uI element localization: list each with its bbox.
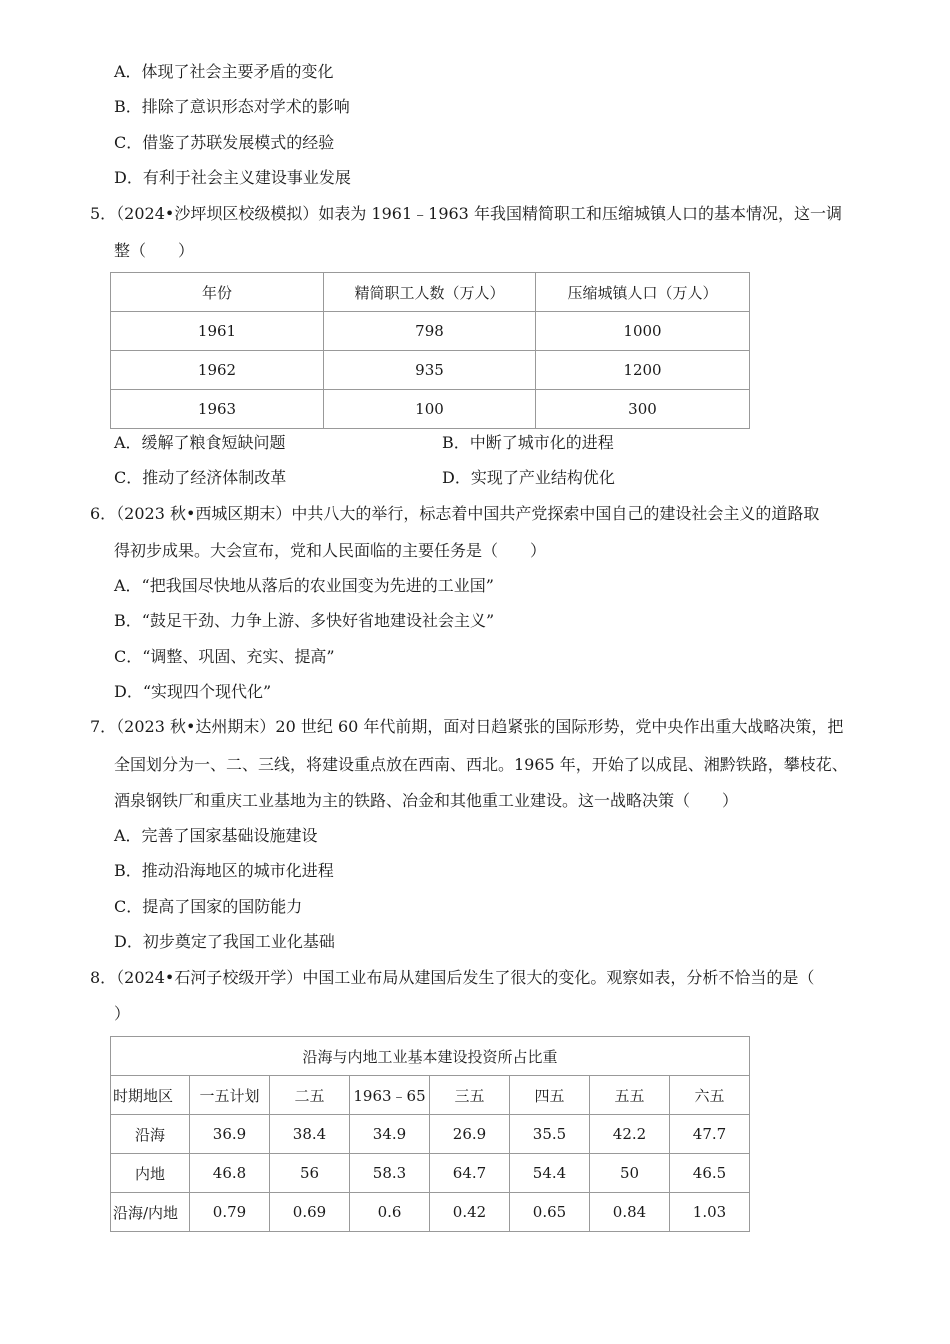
table-cell: 1961 — [111, 312, 324, 351]
table-cell: 沿海 — [111, 1115, 190, 1154]
table-header-cell: 一五计划 — [190, 1076, 270, 1115]
q7-option-d: D．初步奠定了我国工业化基础 — [114, 932, 335, 951]
table-cell: 1000 — [536, 312, 750, 351]
q7-stem-line3: 酒泉钢铁厂和重庆工业基地为主的铁路、冶金和其他重工业建设。这一战略决策（ ） — [114, 791, 739, 810]
q8-stem-line1: 8．（2024•石河子校级开学）中国工业布局从建国后发生了很大的变化。观察如表，分析不恰当的是（ — [90, 968, 815, 987]
table-header-row — [111, 1076, 750, 1115]
table-cell: 35.5 — [510, 1115, 590, 1154]
table-header-cell: 1963﹣65 — [350, 1076, 430, 1115]
table-cell: 沿海/内地 — [111, 1193, 190, 1232]
table-cell: 36.9 — [190, 1115, 270, 1154]
q4-option-b: B．排除了意识形态对学术的影响 — [114, 97, 350, 116]
table-cell: 56 — [270, 1154, 350, 1193]
table-header-row — [111, 273, 750, 312]
q6-stem-line2: 得初步成果。大会宣布，党和人民面临的主要任务是（ ） — [114, 541, 547, 560]
table-cell: 1962 — [111, 351, 324, 390]
q5-stem-line1: 5．（2024•沙坪坝区校级模拟）如表为 1961﹣1963 年我国精简职工和压缩城镇人口的基本情况，这一调 — [90, 204, 842, 223]
table-cell: 46.5 — [670, 1154, 750, 1193]
q7-stem-line1: 7．（2023 秋•达州期末）20 世纪 60 年代前期，面对日趋紧张的国际形势，党中央作出重大战略决策，把 — [90, 717, 844, 736]
table-header-cell: 年份 — [111, 273, 324, 312]
table-cell: 100 — [324, 390, 536, 429]
table-header-cell: 五五 — [590, 1076, 670, 1115]
table-cell: 0.79 — [190, 1193, 270, 1232]
q5-option-a: A．缓解了粮食短缺问题 — [114, 433, 286, 452]
q7-option-b: B．推动沿海地区的城市化进程 — [114, 861, 334, 880]
table-cell: 1200 — [536, 351, 750, 390]
q6-option-d: D．“实现四个现代化” — [114, 682, 272, 701]
table-header-cell: 三五 — [430, 1076, 510, 1115]
table-cell: 0.65 — [510, 1193, 590, 1232]
q6-option-c: C．“调整、巩固、充实、提高” — [114, 647, 335, 666]
q4-option-d: D．有利于社会主义建设事业发展 — [114, 168, 351, 187]
table-row — [111, 1115, 750, 1154]
table-row — [111, 351, 750, 390]
q5-option-c: C．推动了经济体制改革 — [114, 468, 287, 487]
table-row — [111, 312, 750, 351]
q6-stem-line1: 6．（2023 秋•西城区期末）中共八大的举行，标志着中国共产党探索中国自己的建设社会主义的道路取 — [90, 504, 820, 523]
table-row — [111, 390, 750, 429]
q7-option-a: A．完善了国家基础设施建设 — [114, 826, 318, 845]
table-header-cell: 四五 — [510, 1076, 590, 1115]
table-cell: 798 — [324, 312, 536, 351]
table-row — [111, 1154, 750, 1193]
table-cell: 300 — [536, 390, 750, 429]
table-row — [111, 1193, 750, 1232]
q8-table — [110, 1036, 750, 1232]
table-cell: 26.9 — [430, 1115, 510, 1154]
table-header-cell: 六五 — [670, 1076, 750, 1115]
table-header-cell: 时期地区 — [111, 1076, 190, 1115]
table-cell: 0.84 — [590, 1193, 670, 1232]
q4-option-a: A．体现了社会主要矛盾的变化 — [114, 62, 334, 81]
q4-option-c: C．借鉴了苏联发展模式的经验 — [114, 133, 335, 152]
q7-option-c: C．提高了国家的国防能力 — [114, 897, 303, 916]
table-cell: 47.7 — [670, 1115, 750, 1154]
table-cell: 0.69 — [270, 1193, 350, 1232]
table-cell: 42.2 — [590, 1115, 670, 1154]
table-cell: 58.3 — [350, 1154, 430, 1193]
q6-option-a: A．“把我国尽快地从落后的农业国变为先进的工业国” — [114, 576, 494, 595]
table-cell: 38.4 — [270, 1115, 350, 1154]
table-cell: 1963 — [111, 390, 324, 429]
table-cell: 内地 — [111, 1154, 190, 1193]
table-cell: 935 — [324, 351, 536, 390]
table-header-cell: 二五 — [270, 1076, 350, 1115]
table-cell: 64.7 — [430, 1154, 510, 1193]
q5-stem-line2: 整（ ） — [114, 241, 195, 260]
table-cell: 34.9 — [350, 1115, 430, 1154]
q5-option-b: B．中断了城市化的进程 — [442, 433, 614, 452]
q8-stem-line2: ） — [114, 1004, 131, 1023]
table-header-cell: 压缩城镇人口（万人） — [536, 273, 750, 312]
table-header-cell: 精简职工人数（万人） — [324, 273, 536, 312]
table-cell: 54.4 — [510, 1154, 590, 1193]
q5-table — [110, 272, 750, 429]
table-title-row — [111, 1037, 750, 1076]
q5-option-d: D．实现了产业结构优化 — [442, 468, 615, 487]
table-cell: 0.42 — [430, 1193, 510, 1232]
table-cell: 0.6 — [350, 1193, 430, 1232]
table-cell: 46.8 — [190, 1154, 270, 1193]
table-title: 沿海与内地工业基本建设投资所占比重 — [111, 1037, 750, 1076]
q6-option-b: B．“鼓足干劲、力争上游、多快好省地建设社会主义” — [114, 611, 495, 630]
q7-stem-line2: 全国划分为一、二、三线，将建设重点放在西南、西北。1965 年，开始了以成昆、湘黔铁路，攀枝花、 — [114, 755, 848, 774]
table-cell: 50 — [590, 1154, 670, 1193]
table-cell: 1.03 — [670, 1193, 750, 1232]
